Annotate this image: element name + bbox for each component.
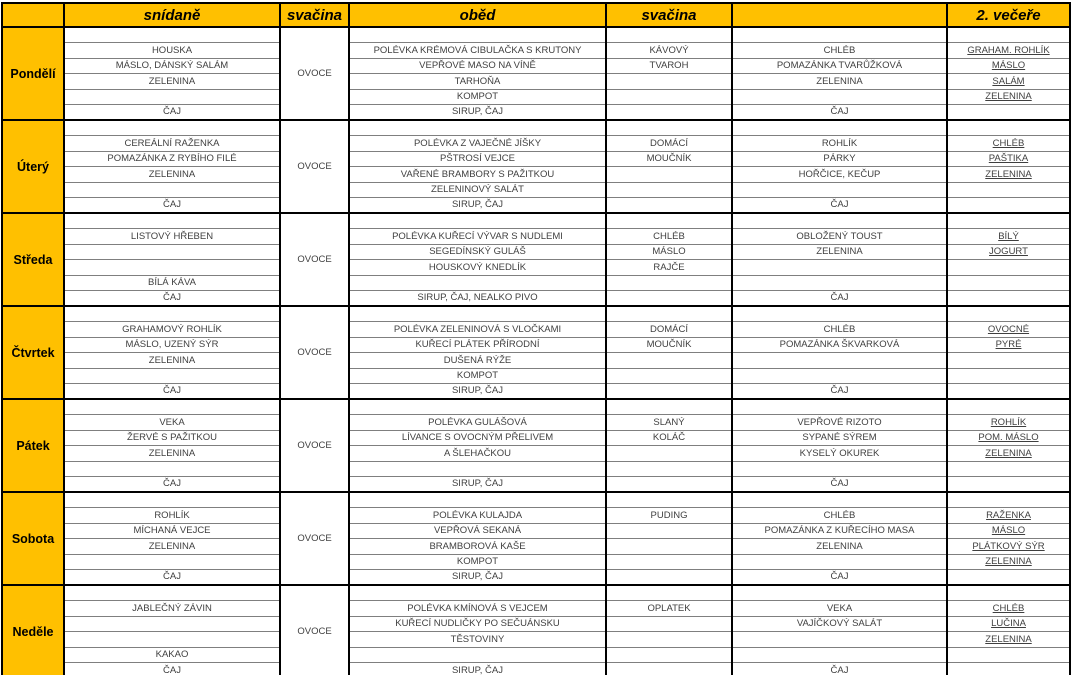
- dinner-cell: ČAJ: [732, 384, 947, 400]
- lunch-cell: [349, 27, 606, 43]
- breakfast-cell: ŽERVÉ S PAŽITKOU: [64, 430, 280, 446]
- dinner-cell: [732, 647, 947, 663]
- weekly-menu-table: [1, 2, 1071, 675]
- dinner-cell: KYSELÝ OKUREK: [732, 446, 947, 462]
- menu-row: [2, 151, 1070, 167]
- dinner-cell: ZELENINA: [732, 74, 947, 90]
- second-dinner-cell: [947, 260, 1070, 276]
- afternoon-snack-cell: [606, 477, 732, 493]
- second-dinner-cell: [947, 275, 1070, 291]
- dinner-cell: [732, 260, 947, 276]
- second-dinner-cell: CHLÉB: [947, 601, 1070, 617]
- dinner-cell: CHLÉB: [732, 322, 947, 338]
- breakfast-cell: CEREÁLNÍ RAŽENKA: [64, 136, 280, 152]
- menu-table-header: [2, 3, 1070, 27]
- afternoon-snack-cell: RAJČE: [606, 260, 732, 276]
- second-dinner-cell: LUČINA: [947, 616, 1070, 632]
- dinner-cell: [732, 182, 947, 198]
- afternoon-snack-cell: [606, 89, 732, 105]
- dinner-cell: VAJÍČKOVÝ SALÁT: [732, 616, 947, 632]
- second-dinner-cell: CHLÉB: [947, 136, 1070, 152]
- breakfast-cell: ZELENINA: [64, 74, 280, 90]
- lunch-cell: SIRUP, ČAJ: [349, 477, 606, 493]
- day-label: Sobota: [2, 492, 64, 585]
- second-dinner-cell: POM. MÁSLO: [947, 430, 1070, 446]
- breakfast-cell: VEKA: [64, 415, 280, 431]
- lunch-cell: TĚSTOVINY: [349, 632, 606, 648]
- menu-row: [2, 58, 1070, 74]
- second-dinner-cell: [947, 27, 1070, 43]
- breakfast-cell: [64, 182, 280, 198]
- dinner-cell: CHLÉB: [732, 43, 947, 59]
- second-dinner-cell: [947, 306, 1070, 322]
- breakfast-cell: [64, 492, 280, 508]
- breakfast-cell: ČAJ: [64, 384, 280, 400]
- second-dinner-cell: ZELENINA: [947, 554, 1070, 570]
- dinner-cell: ČAJ: [732, 570, 947, 586]
- lunch-cell: [349, 399, 606, 415]
- dinner-cell: ZELENINA: [732, 539, 947, 555]
- dinner-cell: [732, 120, 947, 136]
- breakfast-cell: ČAJ: [64, 291, 280, 307]
- second-dinner-cell: PLÁTKOVÝ SÝR: [947, 539, 1070, 555]
- dinner-cell: ČAJ: [732, 105, 947, 121]
- menu-row: [2, 306, 1070, 322]
- dinner-cell: ZELENINA: [732, 244, 947, 260]
- dinner-cell: ČAJ: [732, 477, 947, 493]
- breakfast-cell: LISTOVÝ HŘEBEN: [64, 229, 280, 245]
- dinner-cell: ROHLÍK: [732, 136, 947, 152]
- menu-row: [2, 74, 1070, 90]
- menu-row: [2, 446, 1070, 462]
- header-vecere-empty: [732, 3, 947, 27]
- second-dinner-cell: ROHLÍK: [947, 415, 1070, 431]
- menu-row: [2, 554, 1070, 570]
- dinner-cell: [732, 27, 947, 43]
- second-dinner-cell: [947, 182, 1070, 198]
- menu-row: [2, 275, 1070, 291]
- dinner-cell: ČAJ: [732, 291, 947, 307]
- afternoon-snack-cell: [606, 27, 732, 43]
- dinner-cell: [732, 213, 947, 229]
- second-dinner-cell: [947, 120, 1070, 136]
- second-dinner-cell: RAŽENKA: [947, 508, 1070, 524]
- breakfast-cell: HOUSKA: [64, 43, 280, 59]
- second-dinner-cell: [947, 492, 1070, 508]
- lunch-cell: PŠTROSÍ VEJCE: [349, 151, 606, 167]
- menu-row: [2, 27, 1070, 43]
- lunch-cell: SEGEDÍNSKÝ GULÁŠ: [349, 244, 606, 260]
- dinner-cell: HOŘČICE, KEČUP: [732, 167, 947, 183]
- afternoon-snack-cell: [606, 74, 732, 90]
- breakfast-cell: [64, 244, 280, 260]
- day-label: Pátek: [2, 399, 64, 492]
- breakfast-cell: ZELENINA: [64, 446, 280, 462]
- lunch-cell: POLÉVKA KRÉMOVÁ CIBULAČKA S KRUTONY: [349, 43, 606, 59]
- header-snidane: snídaně: [64, 3, 280, 27]
- lunch-cell: LÍVANCE S OVOCNÝM PŘELIVEM: [349, 430, 606, 446]
- day-label: Pondělí: [2, 27, 64, 120]
- menu-row: [2, 260, 1070, 276]
- menu-row: [2, 136, 1070, 152]
- breakfast-cell: [64, 554, 280, 570]
- afternoon-snack-cell: OPLATEK: [606, 601, 732, 617]
- lunch-cell: [349, 585, 606, 601]
- afternoon-snack-cell: [606, 523, 732, 539]
- breakfast-cell: ČAJ: [64, 570, 280, 586]
- lunch-cell: POLÉVKA GULÁŠOVÁ: [349, 415, 606, 431]
- second-dinner-cell: [947, 647, 1070, 663]
- breakfast-cell: [64, 89, 280, 105]
- breakfast-cell: [64, 213, 280, 229]
- second-dinner-cell: SALÁM: [947, 74, 1070, 90]
- afternoon-snack-cell: [606, 384, 732, 400]
- afternoon-snack-cell: [606, 167, 732, 183]
- menu-row: [2, 399, 1070, 415]
- dinner-cell: [732, 89, 947, 105]
- afternoon-snack-cell: [606, 368, 732, 384]
- afternoon-snack-cell: [606, 306, 732, 322]
- menu-row: [2, 663, 1070, 675]
- breakfast-cell: [64, 260, 280, 276]
- menu-row: [2, 182, 1070, 198]
- afternoon-snack-cell: MÁSLO: [606, 244, 732, 260]
- lunch-cell: [349, 120, 606, 136]
- lunch-cell: KOMPOT: [349, 89, 606, 105]
- day-label: Neděle: [2, 585, 64, 675]
- lunch-cell: [349, 492, 606, 508]
- afternoon-snack-cell: [606, 663, 732, 675]
- morning-snack-cell: OVOCE: [280, 27, 349, 120]
- lunch-cell: HOUSKOVÝ KNEDLÍK: [349, 260, 606, 276]
- lunch-cell: POLÉVKA KMÍNOVÁ S VEJCEM: [349, 601, 606, 617]
- menu-row: [2, 213, 1070, 229]
- dinner-cell: [732, 461, 947, 477]
- dinner-cell: [732, 353, 947, 369]
- breakfast-cell: ROHLÍK: [64, 508, 280, 524]
- afternoon-snack-cell: [606, 632, 732, 648]
- menu-row: [2, 229, 1070, 245]
- menu-row: [2, 616, 1070, 632]
- menu-row: [2, 244, 1070, 260]
- menu-row: [2, 523, 1070, 539]
- second-dinner-cell: OVOCNÉ: [947, 322, 1070, 338]
- second-dinner-cell: [947, 461, 1070, 477]
- header-svacina-1: svačina: [280, 3, 349, 27]
- lunch-cell: VAŘENÉ BRAMBORY S PAŽITKOU: [349, 167, 606, 183]
- afternoon-snack-cell: [606, 554, 732, 570]
- lunch-cell: POLÉVKA KULAJDA: [349, 508, 606, 524]
- breakfast-cell: [64, 461, 280, 477]
- menu-row: [2, 632, 1070, 648]
- menu-row: [2, 105, 1070, 121]
- breakfast-cell: KAKAO: [64, 647, 280, 663]
- lunch-cell: KUŘECÍ PLÁTEK PŘÍRODNÍ: [349, 337, 606, 353]
- menu-row: [2, 570, 1070, 586]
- second-dinner-cell: ZELENINA: [947, 632, 1070, 648]
- morning-snack-cell: OVOCE: [280, 120, 349, 213]
- afternoon-snack-cell: MOUČNÍK: [606, 151, 732, 167]
- lunch-cell: KOMPOT: [349, 554, 606, 570]
- breakfast-cell: [64, 399, 280, 415]
- afternoon-snack-cell: SLANÝ: [606, 415, 732, 431]
- header-day-empty: [2, 3, 64, 27]
- afternoon-snack-cell: [606, 461, 732, 477]
- dinner-cell: VEPŘOVÉ RIZOTO: [732, 415, 947, 431]
- afternoon-snack-cell: [606, 616, 732, 632]
- header-2-vecere: 2. večeře: [947, 3, 1070, 27]
- dinner-cell: POMAZÁNKA TVARŮŽKOVÁ: [732, 58, 947, 74]
- dinner-cell: CHLÉB: [732, 508, 947, 524]
- afternoon-snack-cell: [606, 182, 732, 198]
- afternoon-snack-cell: [606, 291, 732, 307]
- second-dinner-cell: [947, 213, 1070, 229]
- second-dinner-cell: [947, 353, 1070, 369]
- lunch-cell: POLÉVKA KUŘECÍ VÝVAR S NUDLEMI: [349, 229, 606, 245]
- dinner-cell: [732, 368, 947, 384]
- dinner-cell: SYPANÉ SÝREM: [732, 430, 947, 446]
- breakfast-cell: MÍCHANÁ VEJCE: [64, 523, 280, 539]
- breakfast-cell: [64, 616, 280, 632]
- menu-row: [2, 384, 1070, 400]
- lunch-cell: [349, 306, 606, 322]
- breakfast-cell: MÁSLO, DÁNSKÝ SALÁM: [64, 58, 280, 74]
- breakfast-cell: ČAJ: [64, 198, 280, 214]
- breakfast-cell: [64, 120, 280, 136]
- breakfast-cell: ČAJ: [64, 105, 280, 121]
- header-svacina-2: svačina: [606, 3, 732, 27]
- morning-snack-cell: OVOCE: [280, 306, 349, 399]
- afternoon-snack-cell: TVAROH: [606, 58, 732, 74]
- lunch-cell: DUŠENÁ RÝŽE: [349, 353, 606, 369]
- menu-row: [2, 167, 1070, 183]
- afternoon-snack-cell: [606, 399, 732, 415]
- breakfast-cell: POMAZÁNKA Z RYBÍHO FILÉ: [64, 151, 280, 167]
- breakfast-cell: ČAJ: [64, 477, 280, 493]
- lunch-cell: POLÉVKA Z VAJEČNÉ JÍŠKY: [349, 136, 606, 152]
- second-dinner-cell: ZELENINA: [947, 446, 1070, 462]
- lunch-cell: VEPŘOVÁ SEKANÁ: [349, 523, 606, 539]
- menu-row: [2, 322, 1070, 338]
- day-label: Čtvrtek: [2, 306, 64, 399]
- second-dinner-cell: [947, 105, 1070, 121]
- day-label: Úterý: [2, 120, 64, 213]
- second-dinner-cell: JOGURT: [947, 244, 1070, 260]
- second-dinner-cell: PAŠTIKA: [947, 151, 1070, 167]
- menu-row: [2, 415, 1070, 431]
- dinner-cell: [732, 554, 947, 570]
- second-dinner-cell: [947, 368, 1070, 384]
- menu-table-body: [2, 27, 1070, 675]
- afternoon-snack-cell: [606, 120, 732, 136]
- breakfast-cell: [64, 306, 280, 322]
- afternoon-snack-cell: [606, 539, 732, 555]
- breakfast-cell: [64, 368, 280, 384]
- afternoon-snack-cell: [606, 105, 732, 121]
- morning-snack-cell: OVOCE: [280, 585, 349, 675]
- second-dinner-cell: [947, 570, 1070, 586]
- menu-row: [2, 461, 1070, 477]
- menu-row: [2, 43, 1070, 59]
- menu-row: [2, 539, 1070, 555]
- menu-row: [2, 353, 1070, 369]
- lunch-cell: KUŘECÍ NUDLIČKY PO SEČUÁNSKU: [349, 616, 606, 632]
- breakfast-cell: ZELENINA: [64, 353, 280, 369]
- afternoon-snack-cell: [606, 198, 732, 214]
- header-obed: oběd: [349, 3, 606, 27]
- afternoon-snack-cell: MOUČNÍK: [606, 337, 732, 353]
- morning-snack-cell: OVOCE: [280, 399, 349, 492]
- lunch-cell: VEPŘOVÉ MASO NA VÍNĚ: [349, 58, 606, 74]
- lunch-cell: A ŠLEHAČKOU: [349, 446, 606, 462]
- breakfast-cell: [64, 27, 280, 43]
- breakfast-cell: ZELENINA: [64, 167, 280, 183]
- dinner-cell: [732, 585, 947, 601]
- menu-row: [2, 430, 1070, 446]
- dinner-cell: [732, 275, 947, 291]
- menu-row: [2, 120, 1070, 136]
- second-dinner-cell: ZELENINA: [947, 167, 1070, 183]
- dinner-cell: [732, 399, 947, 415]
- dinner-cell: POMAZÁNKA ŠKVARKOVÁ: [732, 337, 947, 353]
- lunch-cell: POLÉVKA ZELENINOVÁ S VLOČKAMI: [349, 322, 606, 338]
- dinner-cell: ČAJ: [732, 198, 947, 214]
- afternoon-snack-cell: [606, 446, 732, 462]
- breakfast-cell: JABLEČNÝ ZÁVIN: [64, 601, 280, 617]
- second-dinner-cell: [947, 585, 1070, 601]
- afternoon-snack-cell: [606, 275, 732, 291]
- second-dinner-cell: GRAHAM. ROHLÍK: [947, 43, 1070, 59]
- dinner-cell: POMAZÁNKA Z KUŘECÍHO MASA: [732, 523, 947, 539]
- dinner-cell: ČAJ: [732, 663, 947, 675]
- dinner-cell: PÁRKY: [732, 151, 947, 167]
- breakfast-cell: ČAJ: [64, 663, 280, 675]
- second-dinner-cell: [947, 663, 1070, 675]
- menu-row: [2, 89, 1070, 105]
- dinner-cell: [732, 632, 947, 648]
- breakfast-cell: ZELENINA: [64, 539, 280, 555]
- menu-row: [2, 585, 1070, 601]
- morning-snack-cell: OVOCE: [280, 492, 349, 585]
- afternoon-snack-cell: DOMÁCÍ: [606, 322, 732, 338]
- second-dinner-cell: MÁSLO: [947, 58, 1070, 74]
- menu-row: [2, 477, 1070, 493]
- second-dinner-cell: ZELENINA: [947, 89, 1070, 105]
- afternoon-snack-cell: CHLÉB: [606, 229, 732, 245]
- menu-row: [2, 291, 1070, 307]
- dinner-cell: [732, 306, 947, 322]
- lunch-cell: SIRUP, ČAJ: [349, 384, 606, 400]
- lunch-cell: ZELENINOVÝ SALÁT: [349, 182, 606, 198]
- menu-row: [2, 337, 1070, 353]
- lunch-cell: SIRUP, ČAJ, NEALKO PIVO: [349, 291, 606, 307]
- lunch-cell: TARHOŇA: [349, 74, 606, 90]
- afternoon-snack-cell: PUDING: [606, 508, 732, 524]
- afternoon-snack-cell: KÁVOVÝ: [606, 43, 732, 59]
- breakfast-cell: GRAHAMOVÝ ROHLÍK: [64, 322, 280, 338]
- menu-row: [2, 601, 1070, 617]
- menu-row: [2, 198, 1070, 214]
- afternoon-snack-cell: [606, 213, 732, 229]
- afternoon-snack-cell: [606, 570, 732, 586]
- second-dinner-cell: BÍLÝ: [947, 229, 1070, 245]
- second-dinner-cell: [947, 399, 1070, 415]
- second-dinner-cell: [947, 384, 1070, 400]
- lunch-cell: BRAMBOROVÁ KAŠE: [349, 539, 606, 555]
- second-dinner-cell: [947, 291, 1070, 307]
- afternoon-snack-cell: [606, 647, 732, 663]
- afternoon-snack-cell: [606, 585, 732, 601]
- afternoon-snack-cell: DOMÁCÍ: [606, 136, 732, 152]
- menu-row: [2, 368, 1070, 384]
- lunch-cell: [349, 647, 606, 663]
- dinner-cell: VEKA: [732, 601, 947, 617]
- lunch-cell: SIRUP, ČAJ: [349, 570, 606, 586]
- afternoon-snack-cell: [606, 353, 732, 369]
- breakfast-cell: MÁSLO, UZENÝ SÝR: [64, 337, 280, 353]
- breakfast-cell: [64, 632, 280, 648]
- second-dinner-cell: [947, 198, 1070, 214]
- dinner-cell: [732, 492, 947, 508]
- lunch-cell: [349, 461, 606, 477]
- menu-row: [2, 492, 1070, 508]
- afternoon-snack-cell: KOLÁČ: [606, 430, 732, 446]
- morning-snack-cell: OVOCE: [280, 213, 349, 306]
- dinner-cell: OBLOŽENÝ TOUST: [732, 229, 947, 245]
- menu-row: [2, 508, 1070, 524]
- second-dinner-cell: MÁSLO: [947, 523, 1070, 539]
- lunch-cell: KOMPOT: [349, 368, 606, 384]
- day-label: Středa: [2, 213, 64, 306]
- menu-row: [2, 647, 1070, 663]
- second-dinner-cell: [947, 477, 1070, 493]
- lunch-cell: SIRUP, ČAJ: [349, 663, 606, 675]
- lunch-cell: [349, 213, 606, 229]
- second-dinner-cell: PYRÉ: [947, 337, 1070, 353]
- afternoon-snack-cell: [606, 492, 732, 508]
- breakfast-cell: [64, 585, 280, 601]
- breakfast-cell: BÍLÁ KÁVA: [64, 275, 280, 291]
- lunch-cell: [349, 275, 606, 291]
- header-row: [2, 3, 1070, 27]
- lunch-cell: SIRUP, ČAJ: [349, 198, 606, 214]
- lunch-cell: SIRUP, ČAJ: [349, 105, 606, 121]
